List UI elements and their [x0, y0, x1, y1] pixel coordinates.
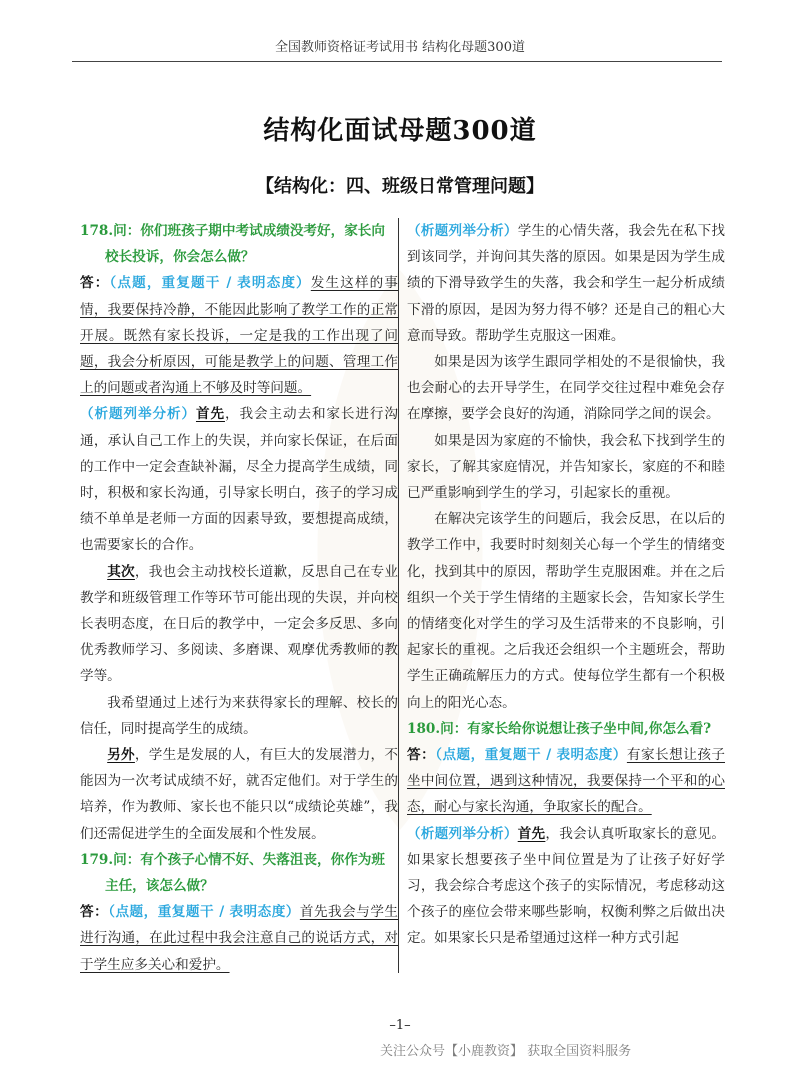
keyword-second: 其次	[107, 563, 135, 580]
answer-label: 答：	[80, 275, 110, 292]
tag-restate: （点题，重复题干 / 表明态度）	[435, 747, 627, 764]
column-divider	[398, 218, 399, 973]
question-178-line2: 校长投诉，你会怎么做？	[105, 249, 255, 266]
question-179-line2: 主任，该怎么做？	[105, 878, 214, 895]
answer-179-analysis	[407, 218, 725, 349]
answer-180-analysis	[407, 821, 725, 952]
page-number: –1–	[389, 1018, 411, 1033]
left-column	[80, 218, 398, 978]
keyword-first: 首先	[195, 406, 225, 423]
answer-label: 答：	[80, 904, 109, 921]
answer-179-p3: 如果是因为该学生跟同学相处的不是很愉快，我也会耐心的去开导学生，在同学交往过程中难免会存在摩擦，要学会良好的沟通，消除同学之间的误会。	[407, 354, 725, 423]
keyword-another: 另外	[107, 747, 135, 764]
tag-analysis: （析题列举分析）	[407, 825, 518, 842]
section-title: 【结构化：四、班级日常管理问题】	[256, 176, 544, 197]
answer-179-p4: 如果是因为家庭的不愉快，我会私下找到学生的家长，了解其家庭情况，并告知家长，家庭的不和睦已严重影响到学生的学习，引起家长的重视。	[407, 432, 725, 502]
answer-180-intro	[407, 742, 725, 821]
answer-178-p3: ，我也会主动找校长道歉，反思自己在专业教学和班级管理工作等环节可能出现的失误，并向校长表明态度，在日后的教学中，一定会多反思、多向优秀教师学习、多阅读、多磨课、观摩优秀教师的教学等。	[80, 563, 399, 685]
answer-178-second	[80, 559, 398, 690]
answer-179-p5: 在解决完该学生的问题后，我会反思，在以后的教学工作中，我要时时刻刻关心每一个学生的情绪变化，找到其中的原因，帮助学生克服困难。并在之后组织一个关于学生情绪的主题家长会，告知家长学生的情绪变化对学生的学习及生活带来的不良影响，引起家长的重视。之后我还会组织一个主题班会，帮助学生正确疏解压力的方式。使每位学生都有一个积极向上的阳光心态。	[407, 511, 725, 711]
answer-178-p1: 发生这样的事情，我要保持冷静，不能因此影响了教学工作的正常开展。既然有家长投诉，一定是我的工作出现了问题，我会分析原因，可能是教学上的问题、管理工作上的问题或者沟通上不够及时等问题。	[80, 275, 399, 397]
answer-179-p1: 首先我会与学生进行沟通，在此过程中我会注意自己的说话方式，对于学生应多关心和爱护。	[80, 904, 398, 973]
answer-179-intro	[80, 899, 398, 978]
tag-restate: （点题，重复题干 / 表明态度）	[108, 904, 300, 921]
question-180: 180.问：有家长给你说想让孩子坐中间,你怎么看?	[407, 720, 712, 737]
page-title: 结构化面试母题300道	[263, 116, 537, 146]
question-179	[80, 847, 398, 899]
answer-178-p4: 我希望通过上述行为来获得家长的理解、校长的信任，同时提高学生的成绩。	[80, 694, 398, 737]
header-rule	[72, 61, 722, 62]
tag-restate: （点题，重复题干 / 表明态度）	[109, 275, 311, 292]
right-column	[407, 218, 725, 952]
answer-180-p1: 有家长想让孩子坐中间位置，遇到这种情况，我要保持一个平和的心态，耐心与家长沟通，争取家长的配合。	[407, 747, 725, 816]
answer-178-intro	[80, 270, 398, 401]
answer-label: 答：	[407, 747, 436, 764]
footer-cut-text: 关注公众号【小鹿教资】 获取全国资料服务	[380, 1044, 632, 1059]
keyword-first: 首先	[517, 825, 546, 842]
question-178-line1: 178.问：你们班孩子期中考试成绩没考好，家长向	[80, 223, 385, 239]
answer-178-analysis	[80, 401, 398, 558]
answer-178-p5: ，学生是发展的人，有巨大的发展潜力，不能因为一次考试成绩不好，就否定他们。对于学生的培养，作为教师、家长也不能只以“成绩论英雄”，我们还需促进学生的全面发展和个性发展。	[80, 747, 399, 842]
answer-178-p2: ，我会主动去和家长进行沟通，承认自己工作上的失误，并向家长保证，在后面的工作中一定会查缺补漏，尽全力提高学生成绩，同时，积极和家长沟通，引导家长明白，孩子的学习成绩不单单是老师一方面的因素导致，要想提高成绩，也需要家长的合作。	[80, 406, 399, 554]
answer-178-another	[80, 742, 398, 847]
tag-analysis: （析题列举分析）	[80, 406, 196, 423]
running-header: 全国教师资格证考试用书 结构化母题300道	[275, 40, 525, 55]
answer-179-p2: 学生的心情失落，我会先在私下找到该同学，并询问其失落的原因。如果是因为学生成绩的下滑导致学生的失落，我会和学生一起分析成绩下滑的原因，是因为努力得不够？还是自己的粗心大意而导致。帮助学生克服这一困难。	[407, 223, 726, 344]
tag-analysis: （析题列举分析）	[407, 223, 518, 239]
question-178	[80, 218, 398, 270]
question-179-line1: 179.问：有个孩子心情不好、失落沮丧，你作为班	[80, 851, 385, 868]
answer-180-p2: ，我会认真听取家长的意见。如果家长想要孩子坐中间位置是为了让孩子好好学习，我会综合考虑这个孩子的实际情况，考虑移动这个孩子的座位会带来哪些影响，权衡利弊之后做出决定。如果家长只是希望通过这样一种方式引起	[407, 825, 726, 947]
